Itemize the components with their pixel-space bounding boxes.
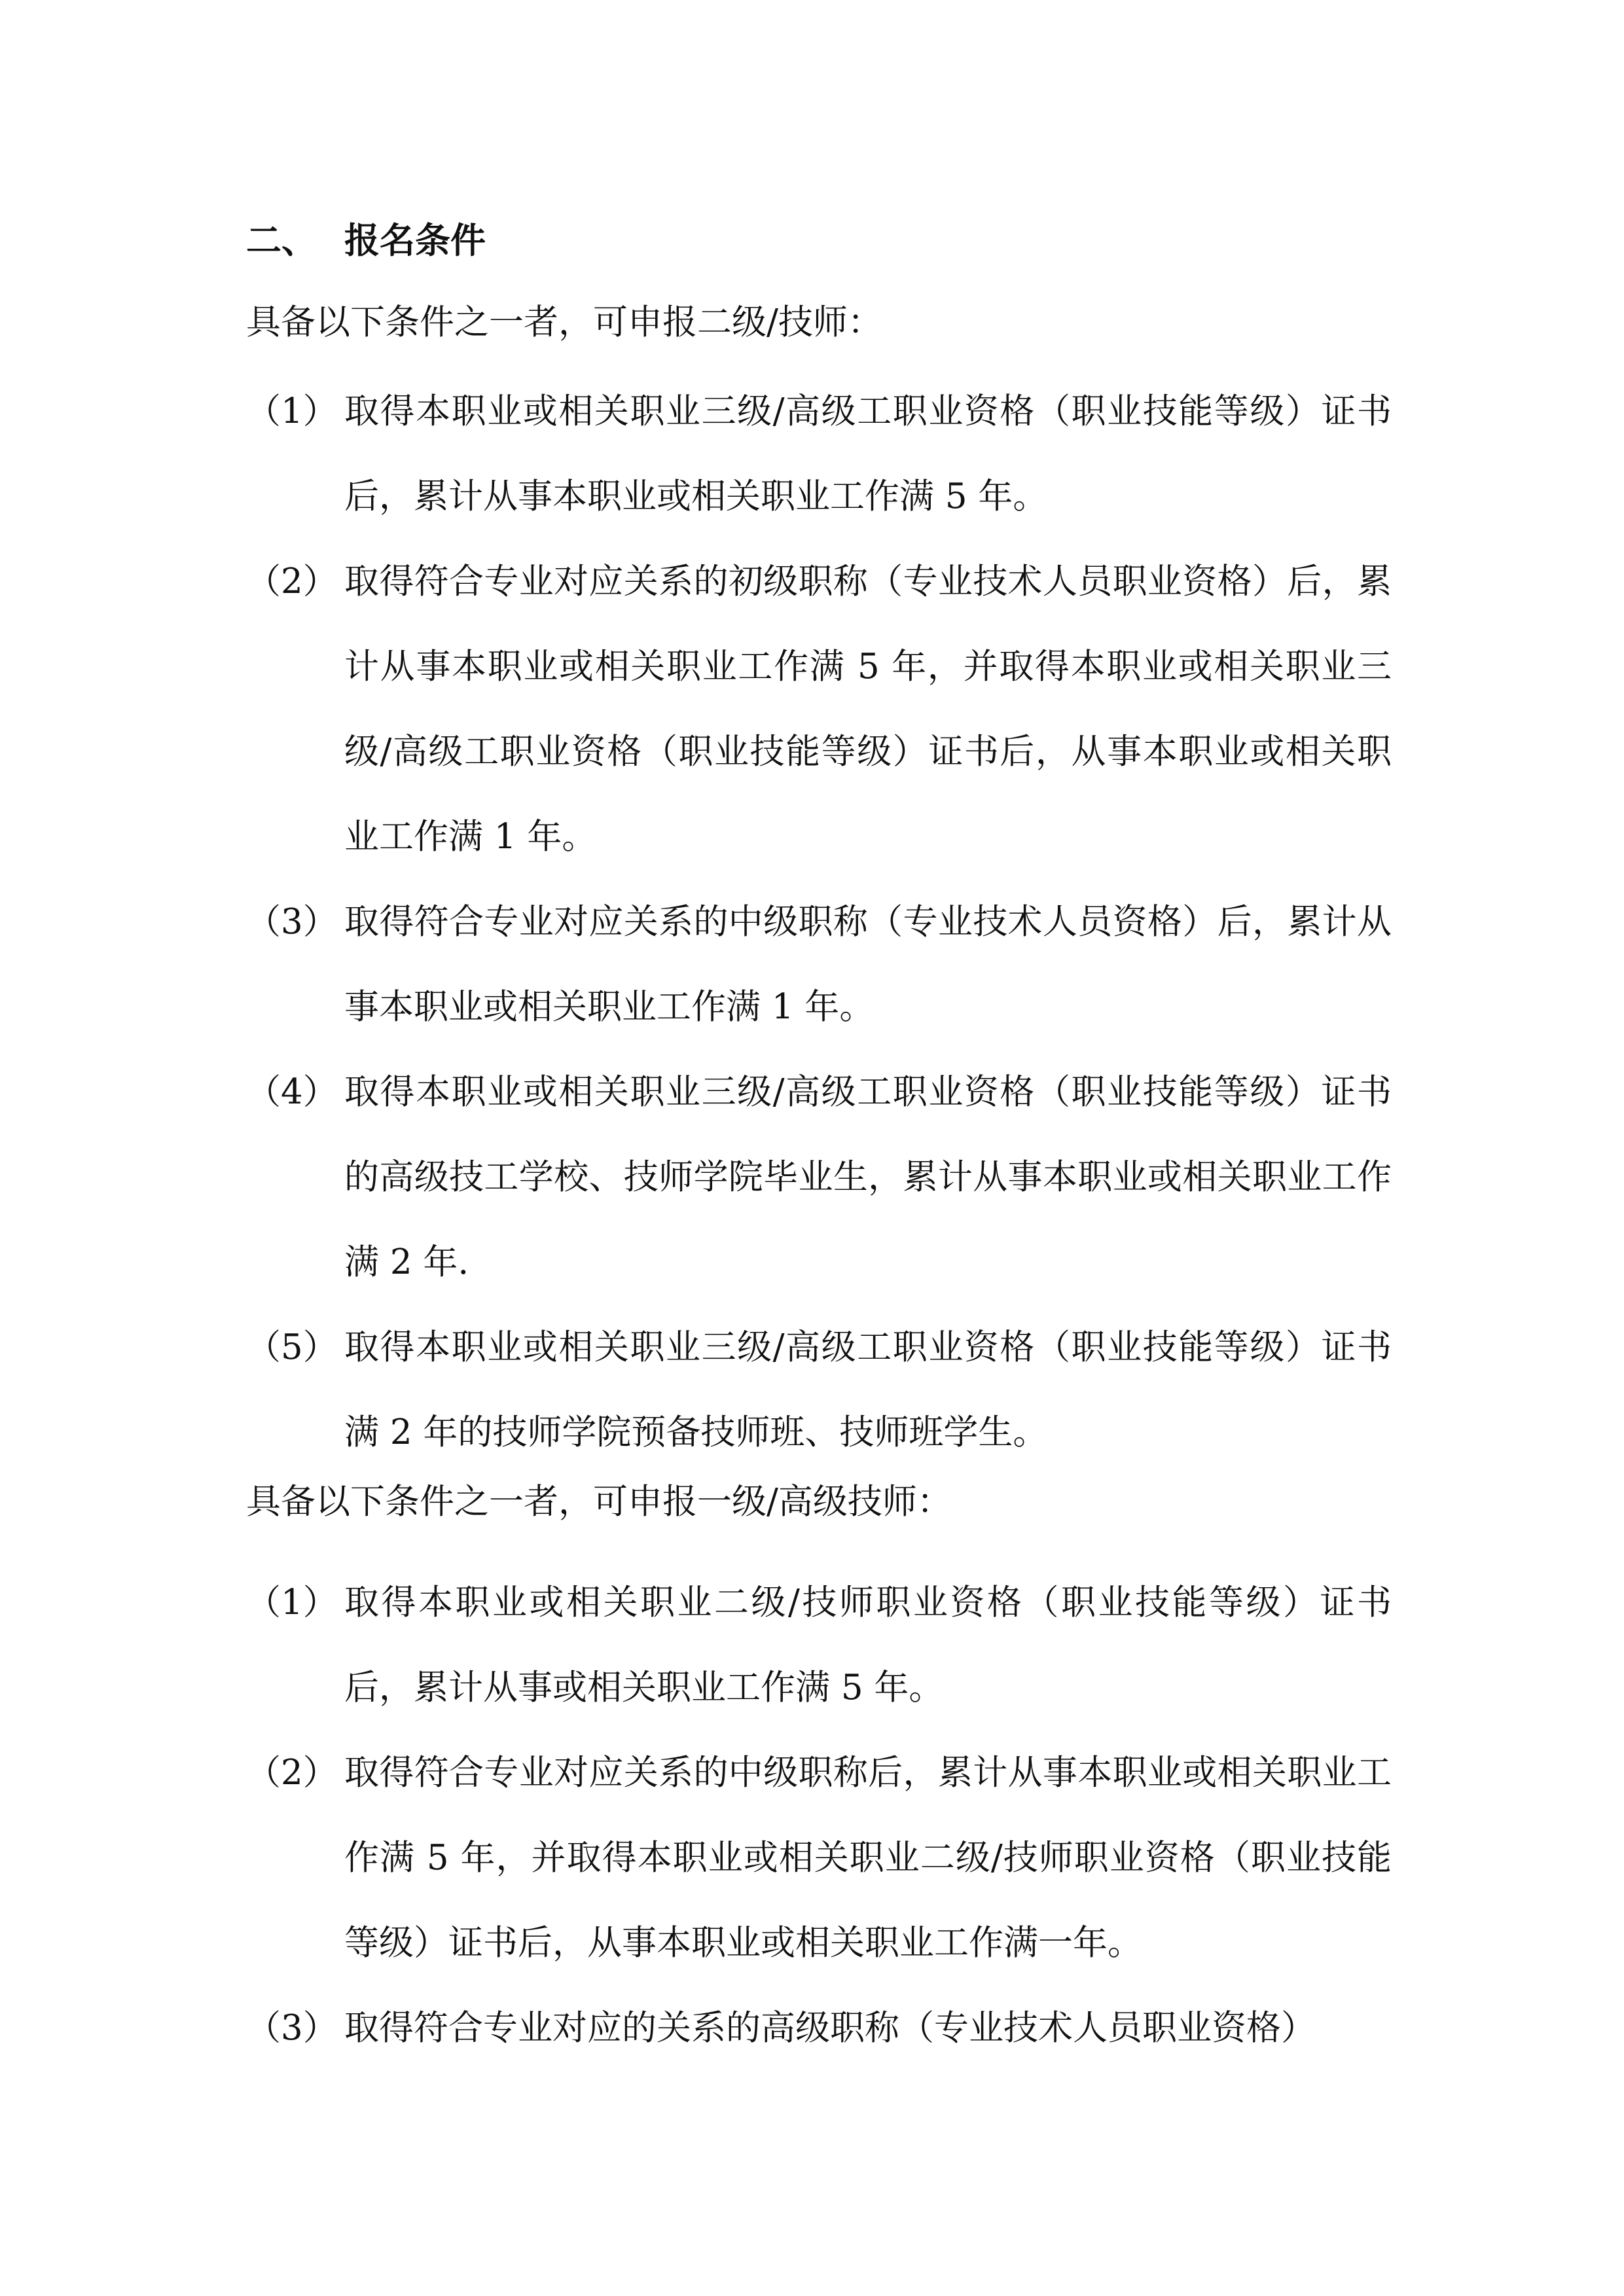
condition-text: 取得本职业或相关职业二级/技师职业资格（职业技能等级）证书后，累计从事或相关职业工作满 5 年。 [344,1583,1392,1708]
technician-condition-2 [246,539,1392,880]
condition-label: （4） [246,1072,338,1112]
senior-technician-condition-3 [246,1986,1392,2071]
section-number: 二、 [246,220,317,261]
condition-text: 取得本职业或相关职业三级/高级工职业资格（职业技能等级）证书满 2 年的技师学院预备技师班、技师班学生。 [344,1327,1392,1452]
condition-label: （1） [246,1583,338,1623]
technician-condition-3 [246,880,1392,1050]
senior-technician-condition-2 [246,1731,1392,1986]
condition-label: （5） [246,1327,338,1367]
condition-text: 取得本职业或相关职业三级/高级工职业资格（职业技能等级）证书后，累计从事本职业或相关职业工作满 5 年。 [344,391,1392,516]
technician-condition-1 [246,369,1392,539]
technician-condition-4 [246,1050,1392,1305]
technician-intro: 具备以下条件之一者，可申报二级/技师： [246,302,882,342]
condition-label: （2） [246,562,338,601]
condition-label: （2） [246,1753,338,1793]
senior-technician-condition-1 [246,1560,1392,1731]
technician-condition-5 [246,1305,1392,1475]
section-heading [246,208,486,274]
condition-label: （3） [246,2008,338,2048]
condition-text: 取得符合专业对应关系的中级职称（专业技术人员资格）后，累计从事本职业或相关职业工作满 1 年。 [344,902,1392,1027]
condition-text: 取得符合专业对应关系的初级职称（专业技术人员职业资格）后，累计从事本职业或相关职业工作满 5 年，并取得本职业或相关职业三级/高级工职业资格（职业技能等级）证书后，从事本职业或相关职业工作满 1 年。 [344,562,1392,857]
senior-technician-intro: 具备以下条件之一者，可申报一级/高级技师： [246,1482,952,1522]
condition-text: 取得本职业或相关职业三级/高级工职业资格（职业技能等级）证书的高级技工学校、技师学院毕业生，累计从事本职业或相关职业工作满 2 年. [344,1072,1392,1282]
condition-text: 取得符合专业对应关系的中级职称后，累计从事本职业或相关职业工作满 5 年，并取得本职业或相关职业二级/技师职业资格（职业技能等级）证书后，从事本职业或相关职业工作满一年。 [344,1753,1392,1963]
section-title: 报名条件 [344,220,486,261]
condition-label: （3） [246,902,338,942]
condition-text: 取得符合专业对应的关系的高级职称（专业技术人员职业资格） [344,2008,1316,2048]
condition-label: （1） [246,391,338,431]
